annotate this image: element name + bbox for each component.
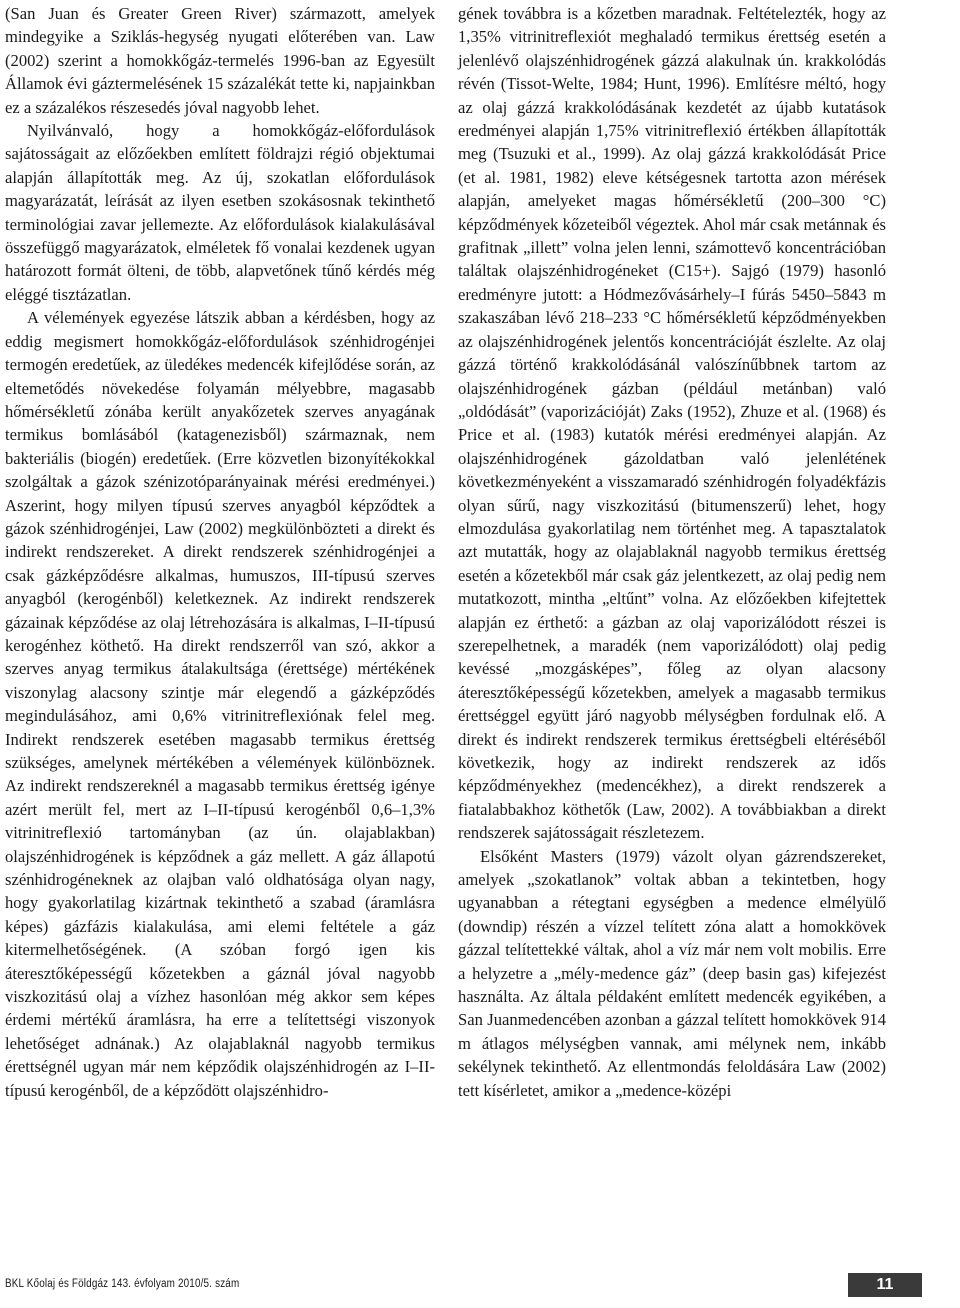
page-number: 11 bbox=[848, 1273, 922, 1297]
paragraph: Elsőként Masters (1979) vázolt olyan gázrendszereket, amelyek „szokatlanok” voltak abban a tekintetben, hogy ugyanabban a rétegtani egységben a medence elmélyülő (downdip) részén a vízzel telített zóna alatt a homokkövek gázzal telítettekké váltak, ahol a víz már nem volt mobilis. Erre a helyzetre a „mély-medence gáz” (deep basin gas) kifejezést használta. Az általa példaként említett medencék egyikében, a San Juanmedencében azonban a gázzal telített homokkövek 914 m átlagos mélységben vannak, ami mélynek nem, inkább sekélynek tekinthető. Az ellentmondás feloldására Law (2002) tett kísérletet, amikor a „medence-középi bbox=[458, 846, 886, 1100]
paragraph: (San Juan és Greater Green River) származott, amelyek mindegyike a Sziklás-hegység nyugati előterében van. Law (2002) szerint a homokkőgáz-termelés 1996-ban az Egyesült Államok évi gáztermelésének 15 százalékát tette ki, napjainkban ez a százalékos részesedés jóval nagyobb lehet. bbox=[5, 4, 435, 117]
paragraph: gének továbbra is a kőzetben maradnak. Feltételezték, hogy az 1,35% vitrinitreflexiót meghaladó termikus érettség esetén a jelenlévő olajszénhidrogének gázzá alakulnak ún. krakkolódás révén (Tissot-Welte, 1984; Hunt, 1996). Említésre méltó, hogy az olaj gázzá krakkolódásának kezdetét az újabb kutatások eredményei alapján 1,75% vitrinitreflexió értékben állapították meg (Tsuzuki et al., 1999). Az olaj gázzá krakkolódását Price (et al. 1981, 1982) eleve kétségesnek tartotta azon mérések alapján, amelyeket magas hőmérsékletű (200–300 °C) képződmények kőzeteiből végeztek. Ahol már csak metánnak és grafitnak „illett” volna jelen lenni, számottevő koncentrációban találtak olajszénhidrogéneket (C15+). Sajgó (1979) hasonló eredményre jutott: a Hódmezővásárhely–I fúrás 5450–5843 m szakaszában lévő 218–233 °C hőmérsékletű képződményekben az olajszénhidrogének jelentős koncentrációját észlelte. Az olaj gázzá történő krakkolódásánál valószínűbbnek tartom az olajszénhidrogének gázban (például metánban) való „oldódását” (vaporizációját) Zaks (1952), Zhuze et al. (1968) és Price et al. (1983) kutatók mérési eredményei alapján. Az olajszénhidrogének gázoldatban való jelenlétének következményeként a visszamaradó szénhidrogén folyadékfázis olyan sűrű, nagy viszkozitású (bitumenszerű) lehet, hogy elmozdulása gyakorlatilag nem történhet meg. A tapasztalatok azt mutatták, hogy az olajablaknál nagyobb termikus érettség esetén a kőzetekből már csak gáz jelentkezett, az olaj pedig nem mutatkozott, mintha „eltűnt” volna. Az előzőekben kifejtettek alapján ez érthető: a gázban az olaj vaporizálódott részei is szerepelhetnek, a maradék (nem vaporizálódott) olaj pedig kevéssé „mozgásképes”, főleg az olyan alacsony áteresztőképességű kőzetekben, amelyek a magasabb termikus érettséggel együtt járó nagyobb mélységben fordulnak elő. A direkt és indirekt rendszerek termikus érettségbeli eltéréséből következik, hogy az indirekt rendszerek az idős képződményekhez (medencékhez), a direkt rendszerek a fiatalabbakhoz köthetők (Law, 2002). A továbbiakban a direkt rendszerek sajátosságait részletezem. bbox=[458, 4, 886, 843]
right-column bbox=[458, 2, 886, 1102]
left-column bbox=[5, 2, 435, 1102]
journal-footer: BKL Kőolaj és Földgáz 143. évfolyam 2010/5. szám bbox=[5, 1278, 240, 1290]
paragraph: Nyilvánvaló, hogy a homokkőgáz-előfordulások sajátosságait az előzőekben említett földrajzi régió objektumai alapján állapították meg. Az új, szokatlan előfordulások magyarázatát, leírását az ilyen esetben szokásosnak tekinthető terminológiai zavar jellemezte. Az előfordulások kialakulásával összefüggő magyarázatok, elméletek fő vonalai kezdenek ugyan határozott formát ölteni, de több, alapvetőnek tűnő kérdés még eléggé tisztázatlan. bbox=[5, 121, 435, 304]
paragraph: A vélemények egyezése látszik abban a kérdésben, hogy az eddig megismert homokkőgáz-előfordulások szénhidrogénjei termogén eredetűek, az üledékes medencék kifejlődése során, az eltemetődés növekedése folyamán mélyebbre, magasabb hőmérsékletű zónába került anyakőzetek szerves anyagának termikus bomlásából (katagenezisből) származnak, nem bakteriális (biogén) eredetűek. (Erre közvetlen bizonyítékokkal szolgáltak a gázok szénizotóparányainak mérési eredményei.) Aszerint, hogy milyen típusú szerves anyagból képződtek a gázok szénhidrogénjei, Law (2002) megkülönbözteti a direkt és indirekt rendszereket. A direkt rendszerek szénhidrogénjei a csak gázképződésre alkalmas, humuszos, III-típusú szerves anyagból (kerogénből) keletkeznek. Az indirekt rendszerek gázainak képződése az olaj létrehozására is alkalmas, I–II-típusú kerogénhez köthető. Ha direkt rendszerről van szó, akkor a szerves anyag termikus átalakultsága (érettsége) mértékének viszonylag alacsony szintje már elegendő a gázképződés megindulásához, ami 0,6% vitrinitreflexiónak felel meg. Indirekt rendszerek esetében magasabb termikus érettség szükséges, amelynek mértékében a vélemények különböznek. Az indirekt rendszereknél a magasabb termikus érettség igénye azért merült fel, mert az I–II-típusú kerogénből 0,6–1,3% vitrinitreflexió tartományban (az ún. olajablakban) olajszénhidrogének is képződnek a gáz mellett. A gáz állapotú szénhidrogéneknek az olajban való oldhatósága olyan nagy, hogy gyakorlatilag kizártnak tekinthető a szabad (áramlásra képes) gázfázis kialakulása, ami elemi feltétele a gáz kitermelhetőségének. (A szóban forgó igen kis áteresztőképességű kőzetekben a gáznál jóval nagyobb viszkozitású olaj a vízhez hasonlóan még akkor sem képes érdemi mértékű áramlásra, ha erre a telítettségi viszonyok lehetőséget adnának.) Az olajablaknál nagyobb termikus érettségnél ugyan már nem képződik olajszénhidrogén az I–II-típusú kerogénből, de a képződött olajszénhidro- bbox=[5, 308, 435, 1100]
